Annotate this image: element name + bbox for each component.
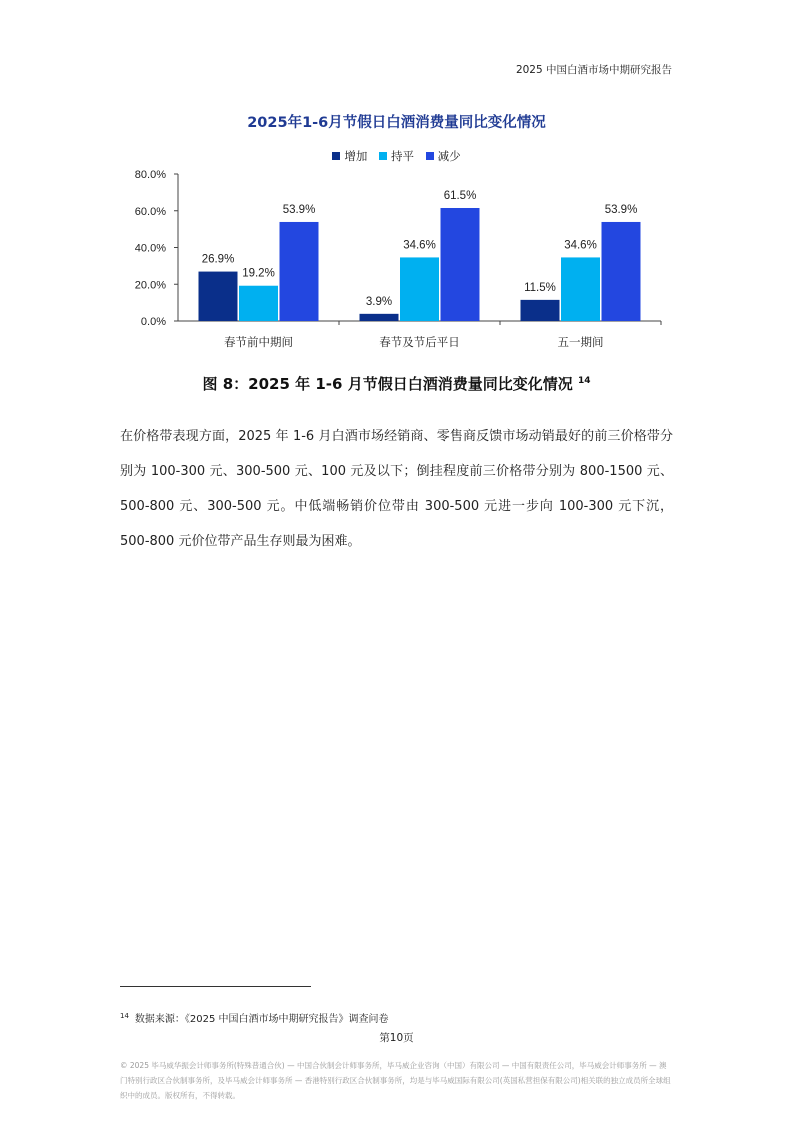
- running-header: 2025 中国白酒市场中期研究报告: [515, 64, 672, 76]
- footnote-text: 数据来源：《2025 中国白酒市场中期研究报告》调查问卷: [134, 1014, 389, 1025]
- legend-swatch-decrease: [426, 152, 434, 160]
- y-tick-label: 0.0%: [140, 316, 166, 328]
- bar-0-1: [360, 314, 399, 321]
- figure-caption-text: 图 8：2025 年 1-6 月节假日白酒消费量同比变化情况: [202, 375, 573, 393]
- chart-title: 2025年1-6月节假日白酒消费量同比变化情况: [247, 115, 546, 131]
- bar-2-2: [602, 222, 641, 321]
- data-label: 34.6%: [403, 239, 436, 252]
- x-category-label: 春节前中期间: [224, 337, 293, 349]
- footnote-number: 14: [120, 1011, 129, 1020]
- figure-caption: [0, 373, 793, 394]
- legend-label-decrease: 减少: [437, 149, 461, 163]
- bar-1-1: [400, 257, 439, 321]
- y-tick-label: 60.0%: [134, 205, 166, 218]
- data-label: 53.9%: [604, 203, 638, 216]
- footnote: [120, 1010, 389, 1025]
- page-number: 第10页: [379, 1032, 414, 1044]
- bar-2-1: [441, 208, 480, 321]
- legend-label-increase: 增加: [344, 149, 368, 163]
- x-category-label: 春节及节后平日: [379, 337, 460, 349]
- bar-1-2: [561, 257, 600, 321]
- legend-label-flat: 持平: [391, 149, 414, 163]
- legend-swatch-increase: [332, 152, 340, 160]
- y-tick-label: 20.0%: [134, 279, 166, 292]
- body-paragraph: 在价格带表现方面，2025 年 1-6 月白酒市场经销商、零售商反馈市场动销最好的前三价格带分别为 100-300 元、300-500 元、100 元及以下；倒挂程度前三价格带分别为 800-1500 元、500-800 元、300-500 元。中低端畅销价位带由 300-500 元进一步向 100-300 元下沉，500-800 元价位带产品生存则最为困难。: [120, 429, 673, 549]
- x-category-label: 五一期间: [557, 337, 604, 349]
- bar-1-0: [239, 286, 278, 321]
- bar-2-0: [280, 222, 319, 321]
- bar-0-0: [199, 272, 238, 321]
- disclaimer: © 2025 毕马威华振会计师事务所(特殊普通合伙) — 中国合伙制会计师事务所，毕马威企业咨询（中国）有限公司 — 中国有限责任公司，毕马威会计师事务所 — 澳门特别行政区合伙制事务所，及毕马威会计师事务所 — 香港特别行政区合伙制事务所，均是与毕马威国际有限公司(英国私营担保有限公司)相关联的独立成员所全球组织中的成员。版权所有，不得转载。: [120, 1061, 671, 1100]
- bar-0-2: [521, 300, 560, 321]
- data-label: 3.9%: [365, 295, 393, 308]
- bar-chart: [120, 160, 680, 360]
- y-tick-label: 80.0%: [134, 169, 166, 181]
- data-label: 26.9%: [201, 253, 235, 266]
- data-label: 19.2%: [242, 267, 275, 280]
- legend-swatch-flat: [379, 152, 387, 160]
- footnote-reference: 14: [577, 376, 591, 386]
- footnote-rule: [120, 986, 311, 987]
- y-tick-label: 40.0%: [134, 242, 166, 255]
- data-label: 34.6%: [564, 239, 597, 252]
- data-label: 61.5%: [443, 189, 477, 202]
- data-label: 53.9%: [282, 203, 316, 216]
- data-label: 11.5%: [524, 281, 556, 294]
